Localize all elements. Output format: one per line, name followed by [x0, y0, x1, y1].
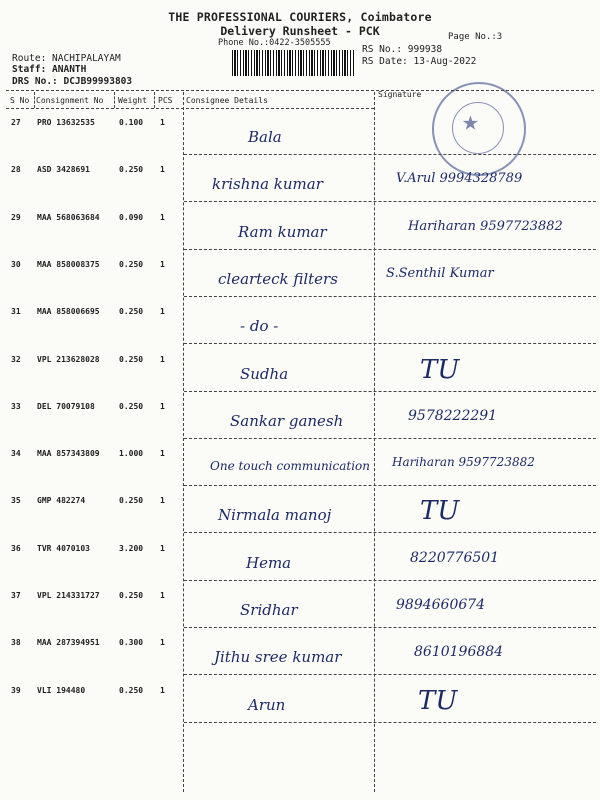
row-divider — [184, 722, 596, 723]
row-sno: 39 — [11, 685, 21, 695]
phone-number: Phone No.:0422-3505555 — [218, 38, 331, 48]
header-top-rule — [6, 90, 594, 91]
row-divider — [184, 391, 596, 392]
row-pcs: 1 — [160, 307, 165, 317]
row-weight: 3.200 — [119, 543, 144, 553]
row-sno: 33 — [11, 401, 21, 411]
row-consignee-name: Arun — [248, 695, 286, 714]
col-sep — [154, 92, 155, 108]
row-consignment-no: MAA 287394951 — [37, 638, 100, 648]
row-weight: 0.250 — [119, 591, 144, 600]
col-sno: S No — [10, 96, 30, 105]
row-pcs: 1 — [160, 449, 165, 459]
row-weight: 0.100 — [119, 118, 144, 127]
row-consignment-no: MAA 858006695 — [37, 307, 100, 317]
col-sep — [183, 92, 184, 792]
row-sno: 29 — [11, 212, 21, 222]
row-consignee-name: Bala — [248, 128, 282, 146]
row-weight: 0.250 — [119, 165, 144, 175]
row-sno: 34 — [11, 449, 21, 459]
row-signature: 8610196884 — [414, 644, 504, 661]
row-weight: 0.300 — [119, 638, 144, 648]
row-consignment-no: MAA 858008375 — [37, 259, 100, 269]
row-pcs: 1 — [160, 259, 165, 269]
row-signature: 9578222291 — [408, 407, 498, 424]
row-signature: Hariharan 9597723882 — [392, 455, 535, 470]
row-pcs: 1 — [160, 591, 165, 600]
col-sep — [374, 92, 375, 792]
row-sno: 38 — [11, 638, 21, 648]
row-signature: 9894660674 — [396, 597, 486, 613]
row-consignee-name: Ram kumar — [238, 222, 327, 241]
row-divider — [184, 438, 596, 439]
row-signature: 8220776501 — [410, 549, 500, 566]
row-consignment-no: MAA 568063684 — [37, 212, 100, 222]
row-signature: TU — [420, 354, 460, 385]
row-divider — [184, 627, 596, 628]
row-divider — [184, 580, 596, 581]
row-weight: 0.250 — [119, 685, 144, 695]
row-divider — [184, 154, 596, 155]
row-weight: 0.090 — [119, 212, 144, 222]
row-signature: Hariharan 9597723882 — [408, 218, 563, 234]
col-pcs: PCS — [158, 96, 173, 105]
row-consignee-name: Sankar ganesh — [230, 411, 344, 430]
row-divider — [184, 343, 596, 344]
row-signature: V.Arul 9994328789 — [396, 171, 523, 187]
row-divider — [184, 485, 596, 486]
col-consignee: Consignee Details — [186, 96, 268, 105]
staff-label: Staff: ANANTH — [12, 64, 87, 75]
col-consignment: Consignment No — [36, 96, 104, 105]
row-sno: 32 — [11, 354, 21, 364]
row-consignment-no: DEL 70079108 — [37, 401, 95, 411]
rs-number: RS No.: 999938 — [362, 44, 443, 55]
row-pcs: 1 — [160, 118, 165, 127]
page-number: Page No.:3 — [448, 32, 503, 42]
row-consignee-name: Hema — [246, 553, 292, 572]
col-sep — [34, 92, 35, 108]
row-consignee-name: clearteck filters — [218, 269, 338, 288]
row-consignment-no: GMP 482274 — [37, 496, 86, 506]
row-pcs: 1 — [160, 212, 165, 222]
company-title: THE PROFESSIONAL COURIERS, Coimbatore — [168, 10, 432, 24]
row-divider — [184, 296, 596, 297]
row-consignee-name: Nirmala manoj — [218, 506, 332, 525]
row-pcs: 1 — [160, 685, 165, 695]
row-signature: TU — [420, 496, 460, 527]
row-consignee-name: krishna kumar — [212, 175, 323, 194]
row-pcs: 1 — [160, 496, 165, 506]
row-consignment-no: VPL 214331727 — [37, 591, 100, 600]
barcode-image — [232, 50, 354, 76]
runsheet-subtitle: Delivery Runsheet - PCK — [220, 24, 380, 38]
row-consignee-name: - do - — [240, 317, 279, 336]
row-divider — [184, 249, 596, 250]
header-bottom-rule — [6, 108, 374, 109]
row-signature: S.Senthil Kumar — [386, 265, 494, 281]
row-consignment-no: MAA 857343809 — [37, 449, 100, 459]
col-sep — [114, 92, 115, 108]
row-pcs: 1 — [160, 543, 165, 553]
row-sno: 36 — [11, 543, 21, 553]
col-weight: Weight — [118, 96, 147, 105]
row-divider — [184, 201, 596, 202]
row-divider — [184, 532, 596, 533]
col-signature: Signature — [378, 90, 422, 99]
row-consignment-no: ASD 3428691 — [37, 165, 90, 175]
row-sno: 30 — [11, 259, 21, 269]
row-weight: 0.250 — [119, 259, 144, 269]
row-sno: 37 — [11, 591, 21, 600]
row-consignee-name: One touch communication — [210, 459, 371, 474]
row-weight: 0.250 — [119, 401, 144, 411]
row-pcs: 1 — [160, 401, 165, 411]
row-consignee-name: Sridhar — [240, 601, 298, 619]
row-weight: 0.250 — [119, 307, 144, 317]
route-label: Route: NACHIPALAYAM — [12, 53, 121, 64]
drs-number: DRS No.: DCJB99993803 — [12, 76, 133, 87]
row-sno: 31 — [11, 307, 21, 317]
row-pcs: 1 — [160, 354, 165, 364]
row-consignee-name: Jithu sree kumar — [214, 648, 342, 667]
rs-date: RS Date: 13-Aug-2022 — [362, 56, 477, 67]
row-consignment-no: VLI 194480 — [37, 685, 86, 695]
row-consignment-no: VPL 213628028 — [37, 354, 100, 364]
row-signature: TU — [418, 685, 458, 716]
star-icon: ★ — [462, 104, 479, 137]
row-pcs: 1 — [160, 165, 165, 175]
row-consignment-no: PRO 13632535 — [37, 118, 95, 127]
row-sno: 35 — [11, 496, 21, 506]
row-weight: 0.250 — [119, 496, 144, 506]
row-divider — [184, 674, 596, 675]
row-weight: 1.000 — [119, 449, 144, 459]
row-consignment-no: TVR 4070103 — [37, 543, 90, 553]
row-pcs: 1 — [160, 638, 165, 648]
row-consignee-name: Sudha — [240, 364, 289, 383]
row-sno: 28 — [11, 165, 21, 175]
row-sno: 27 — [11, 118, 21, 127]
row-weight: 0.250 — [119, 354, 144, 364]
